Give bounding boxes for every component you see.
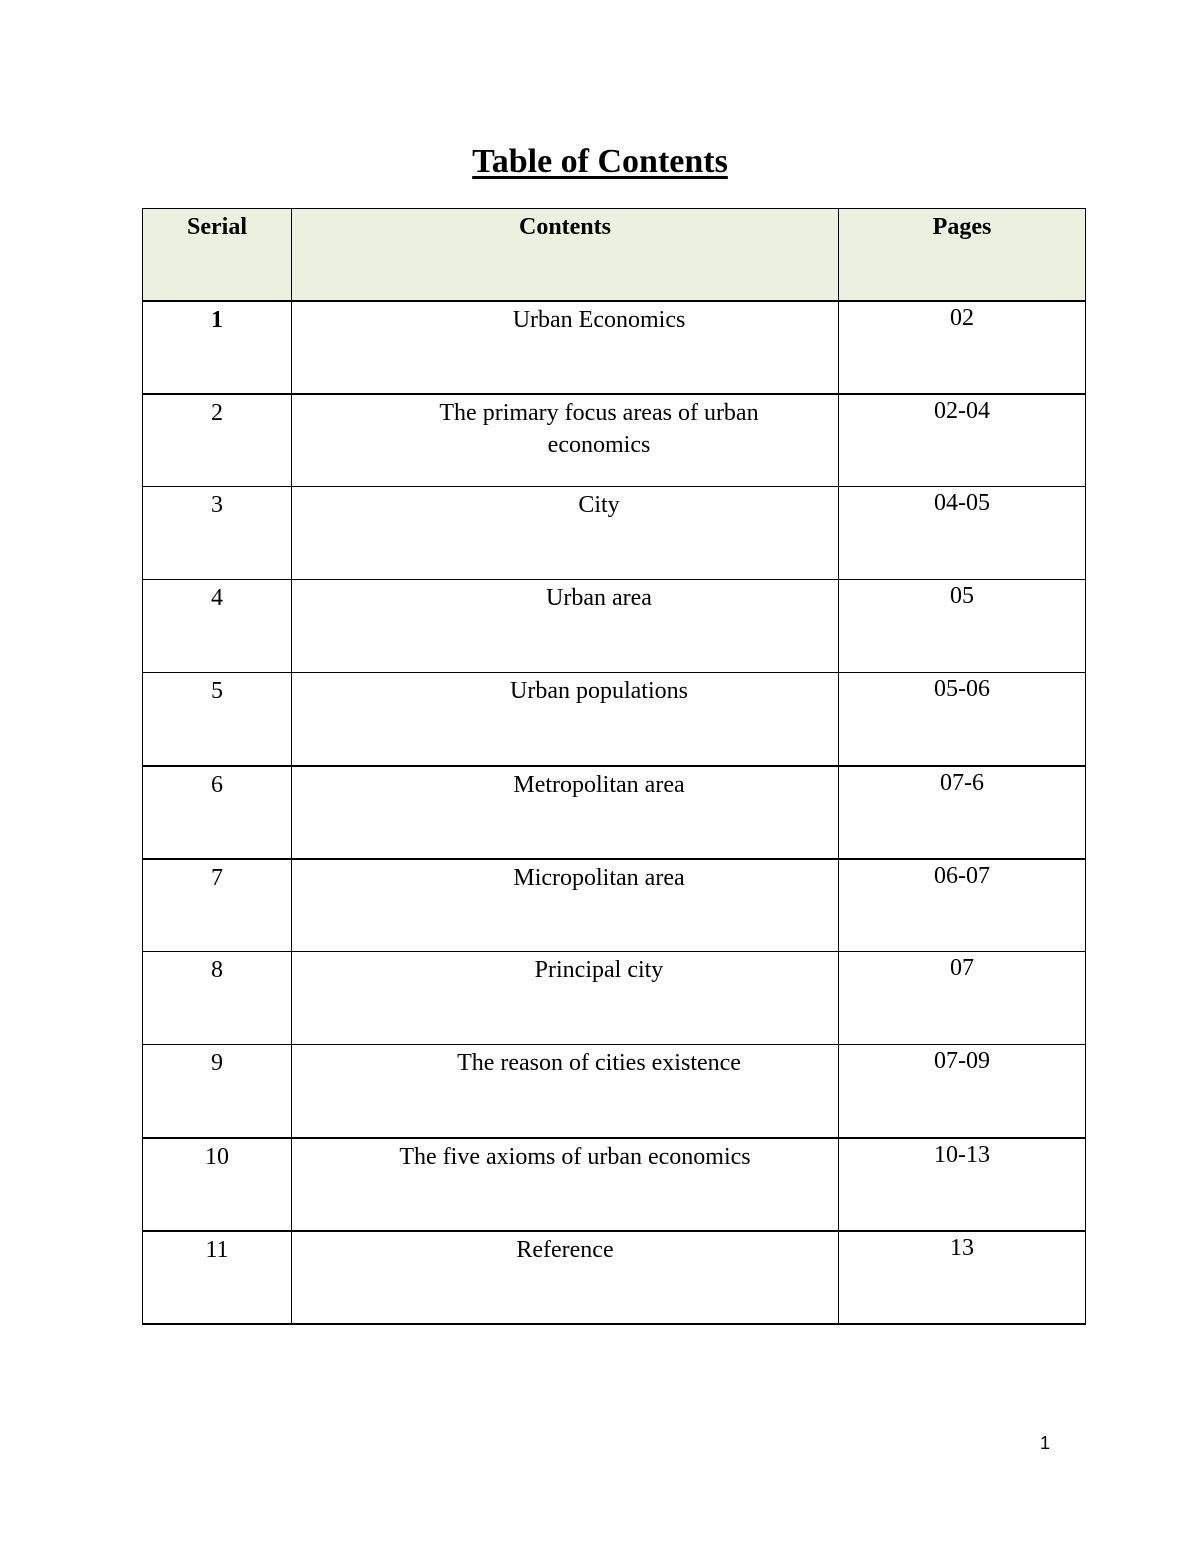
toc-header-row	[143, 209, 1086, 301]
row-contents-text: Metropolitan area	[513, 771, 685, 798]
toc-row	[143, 952, 1086, 1045]
row-pages: 04-05	[839, 487, 1086, 580]
row-pages: 06-07	[839, 859, 1086, 952]
row-contents	[292, 580, 839, 673]
header-serial: Serial	[143, 209, 292, 301]
row-pages: 07-6	[839, 766, 1086, 859]
page-title: Table of Contents	[472, 143, 728, 180]
row-pages: 02-04	[839, 394, 1086, 487]
row-serial: 6	[143, 766, 292, 859]
row-contents	[292, 952, 839, 1045]
header-contents: Contents	[292, 209, 839, 301]
row-serial: 9	[143, 1045, 292, 1138]
row-pages: 02	[839, 301, 1086, 394]
row-contents-text: Urban populations	[510, 678, 688, 704]
row-serial: 7	[143, 859, 292, 952]
toc-row	[143, 1138, 1086, 1231]
row-contents	[292, 1045, 839, 1138]
row-serial: 10	[143, 1138, 292, 1231]
toc-row	[143, 394, 1086, 487]
row-contents	[292, 487, 839, 580]
row-contents	[292, 1138, 839, 1231]
row-pages: 07	[839, 952, 1086, 1045]
row-contents	[292, 1231, 839, 1324]
row-pages: 07-09	[839, 1045, 1086, 1138]
row-serial: 3	[143, 487, 292, 580]
toc-row	[143, 1045, 1086, 1138]
row-contents-text: The reason of cities existence	[457, 1050, 741, 1076]
toc-row	[143, 859, 1086, 952]
row-serial: 4	[143, 580, 292, 673]
row-serial: 2	[143, 394, 292, 487]
toc-row	[143, 580, 1086, 673]
page-number: 1	[1040, 1433, 1051, 1453]
row-contents	[292, 859, 839, 952]
row-pages: 05-06	[839, 673, 1086, 766]
toc-row	[143, 673, 1086, 766]
row-contents-text: Micropolitan area	[513, 864, 685, 891]
row-contents	[292, 673, 839, 766]
row-pages: 10-13	[839, 1138, 1086, 1231]
row-contents	[292, 766, 839, 859]
row-contents-text: The five axioms of urban economics	[399, 1143, 751, 1170]
row-serial: 5	[143, 673, 292, 766]
row-contents-text: Urban area	[546, 585, 652, 611]
row-contents	[292, 394, 839, 487]
row-contents-text: Principal city	[534, 957, 664, 983]
toc-row	[143, 1231, 1086, 1324]
toc-row	[143, 487, 1086, 580]
toc-row	[143, 301, 1086, 394]
toc-row	[143, 766, 1086, 859]
row-pages: 05	[839, 580, 1086, 673]
toc-table	[142, 208, 1086, 1325]
row-serial: 8	[143, 952, 292, 1045]
header-pages: Pages	[839, 209, 1086, 301]
row-serial: 1	[143, 301, 292, 394]
row-contents-text: City	[578, 492, 620, 518]
row-contents-text: Urban Economics	[512, 306, 686, 333]
row-contents-text: The primary focus areas of urban economics	[439, 399, 759, 458]
row-contents-text: Reference	[516, 1236, 614, 1263]
row-contents	[292, 301, 839, 394]
row-pages: 13	[839, 1231, 1086, 1324]
row-serial: 11	[143, 1231, 292, 1324]
